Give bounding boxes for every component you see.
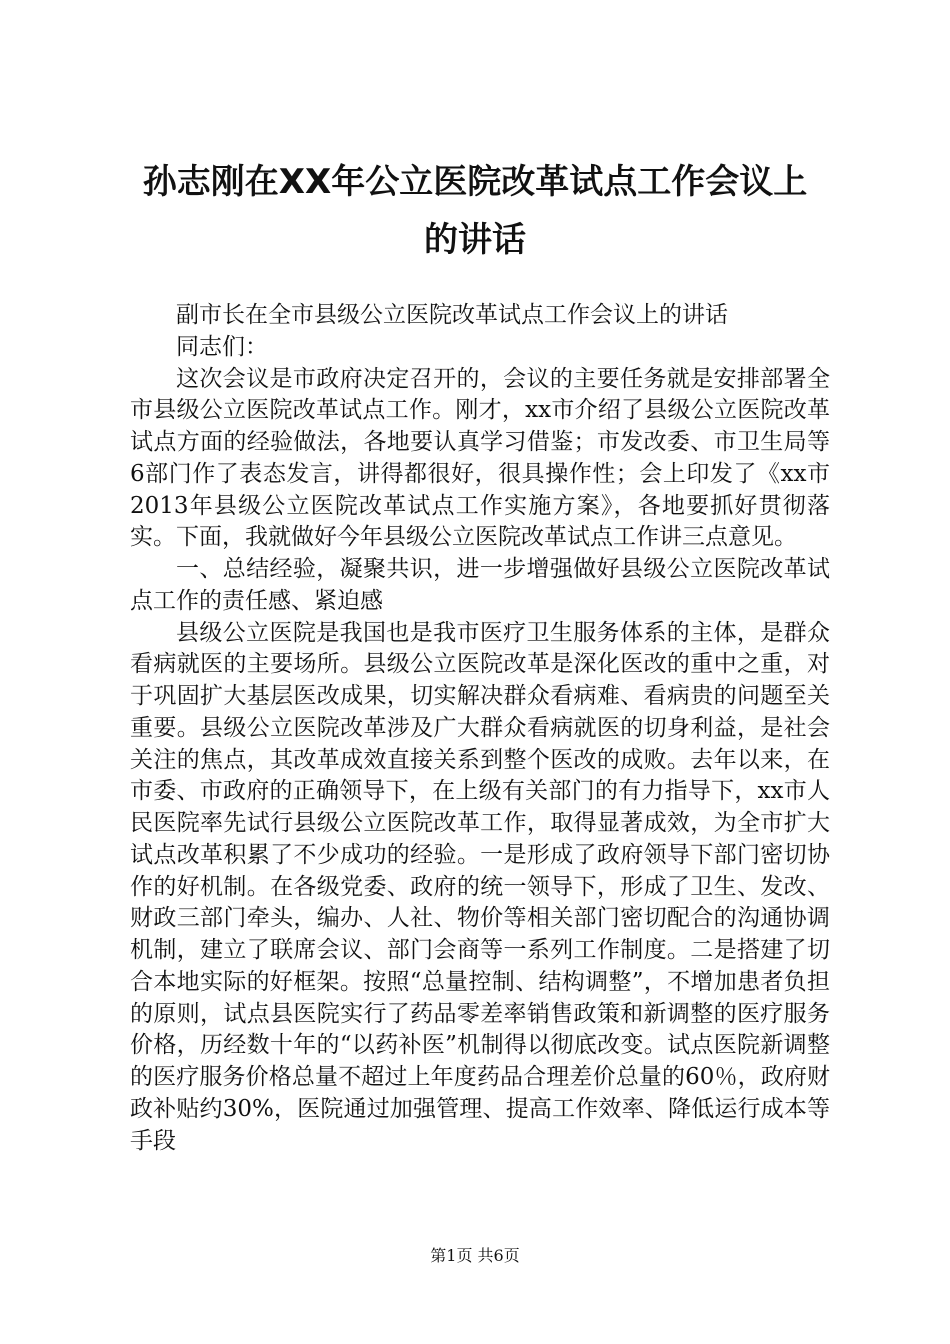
- speech-subtitle: 副市长在全市县级公立医院改革试点工作会议上的讲话: [176, 302, 728, 328]
- document-body: [130, 300, 830, 1157]
- paragraph-2: 县级公立医院是我国也是我市医疗卫生服务体系的主体，是群众看病就医的主要场所。县级公立医院改革是深化医改的重中之重，对于巩固扩大基层医改成果，切实解决群众看病难、看病贵的问题至关重要。县级公立医院改革涉及广大群众看病就医的切身利益，是社会关注的焦点，其改革成效直接关系到整个医改的成败。去年以来，在市委、市政府的正确领导下，在上级有关部门的有力指导下，xx市人民医院率先试行县级公立医院改革工作，取得显著成效，为全市扩大试点改革积累了不少成功的经验。一是形成了政府领导下部门密切协作的好机制。在各级党委、政府的统一领导下，形成了卫生、发改、财政三部门牵头，编办、人社、物价等相关部门密切配合的沟通协调机制，建立了联席会议、部门会商等一系列工作制度。二是搭建了切合本地实际的好框架。按照“总量控制、结构调整”，不增加患者负担的原则，试点县医院实行了药品零差率销售政策和新调整的医疗服务价格，历经数十年的“以药补医”机制得以彻底改变。试点医院新调整的医疗服务价格总量不超过上年度药品合理差价总量的60％，政府财政补贴约30%，医院通过加强管理、提高工作效率、降低运行成本等手段: [130, 619, 830, 1154]
- section-heading-1: 一、总结经验，凝聚共识，进一步增强做好县级公立医院改革试点工作的责任感、紧迫感: [130, 556, 830, 614]
- document-title-line-1: 孙志刚在XX年公立医院改革试点工作会议上: [142, 162, 808, 202]
- document-title-line-2: 的讲话: [424, 220, 526, 260]
- paragraph-1: 这次会议是市政府决定召开的，会议的主要任务就是安排部署全市县级公立医院改革试点工作。刚才，xx市介绍了县级公立医院改革试点方面的经验做法，各地要认真学习借鉴；市发改委、市卫生局等6部门作了表态发言，讲得都很好，很具操作性；会上印发了《xx市2013年县级公立医院改革试点工作实施方案》，各地要抓好贯彻落实。下面，我就做好今年县级公立医院改革试点工作讲三点意见。: [130, 365, 830, 551]
- salutation: 同志们：: [176, 333, 268, 360]
- page-footer: 第1页 共6页: [430, 1246, 520, 1265]
